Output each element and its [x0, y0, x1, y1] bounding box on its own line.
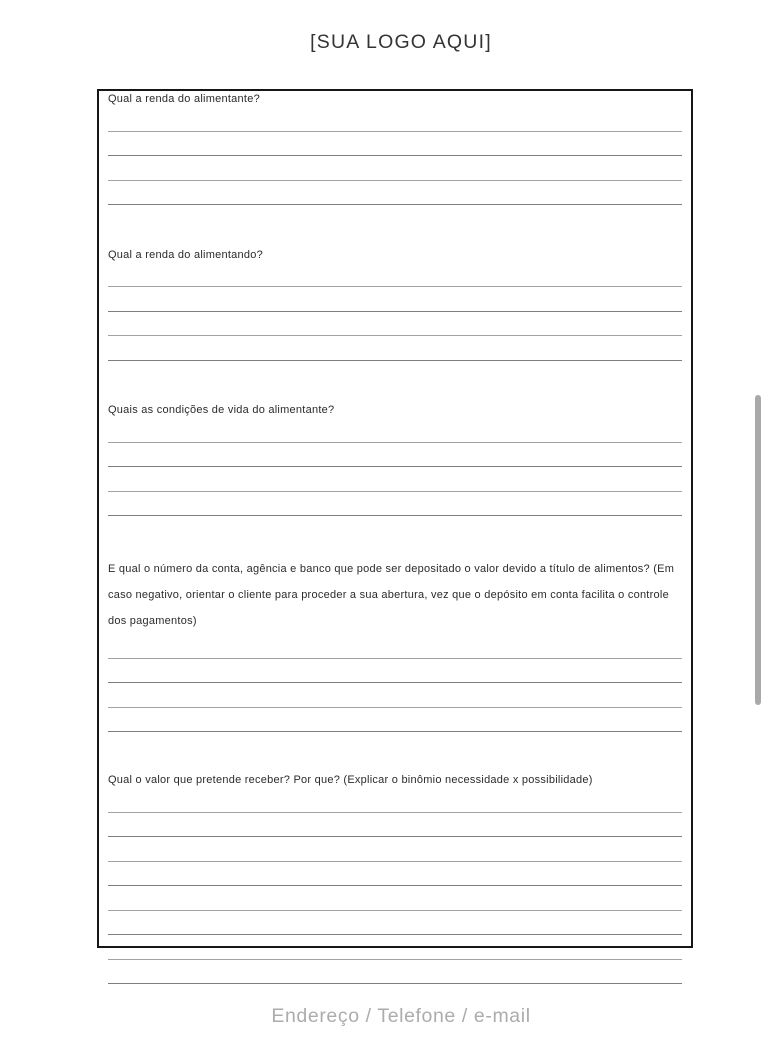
- question-label: Quais as condições de vida do alimentante?: [108, 404, 335, 416]
- question-block: [108, 92, 682, 205]
- answer-line: [108, 788, 682, 813]
- question-label: Qual a renda do alimentando?: [108, 248, 263, 261]
- answer-line: [108, 263, 682, 288]
- answer-line: [108, 911, 682, 936]
- question-block: [108, 403, 682, 516]
- answer-line: [108, 181, 682, 206]
- answer-line: [108, 862, 682, 887]
- answer-line: [108, 443, 682, 468]
- answer-line: [108, 287, 682, 312]
- scrollbar-thumb[interactable]: [755, 395, 761, 705]
- question-label: E qual o número da conta, agência e banco que pode ser depositado o valor devido a título de alimentos? (Em caso negativo, orientar o cliente para proceder a sua abertura, vez que o depósito em conta facilita o controle dos pagamentos): [108, 563, 675, 627]
- answer-line: [108, 336, 682, 361]
- answer-line: [108, 156, 682, 181]
- answer-line: [108, 886, 682, 911]
- answer-line: [108, 132, 682, 157]
- answer-line: [108, 683, 682, 708]
- answer-line: [108, 492, 682, 517]
- answer-line: [108, 467, 682, 492]
- answer-line: [108, 312, 682, 337]
- question-block: [108, 248, 682, 361]
- answer-line: [108, 813, 682, 838]
- answer-line: [108, 659, 682, 684]
- answer-line: [108, 634, 682, 659]
- answer-line: [108, 708, 682, 733]
- logo-placeholder: [SUA LOGO AQUI]: [310, 31, 492, 53]
- answer-line: [108, 418, 682, 443]
- question-label: Qual o valor que pretende receber? Por que? (Explicar o binômio necessidade x possibilidade): [108, 774, 593, 786]
- question-block: [108, 773, 682, 984]
- question-label: Qual a renda do alimentante?: [108, 93, 260, 105]
- answer-line: [108, 837, 682, 862]
- question-block: [108, 556, 682, 732]
- questionnaire-box: [97, 89, 693, 948]
- answer-line: [108, 107, 682, 132]
- contact-placeholder: Endereço / Telefone / e-mail: [271, 1005, 531, 1027]
- answer-line: [108, 935, 682, 960]
- answer-line: [108, 960, 682, 985]
